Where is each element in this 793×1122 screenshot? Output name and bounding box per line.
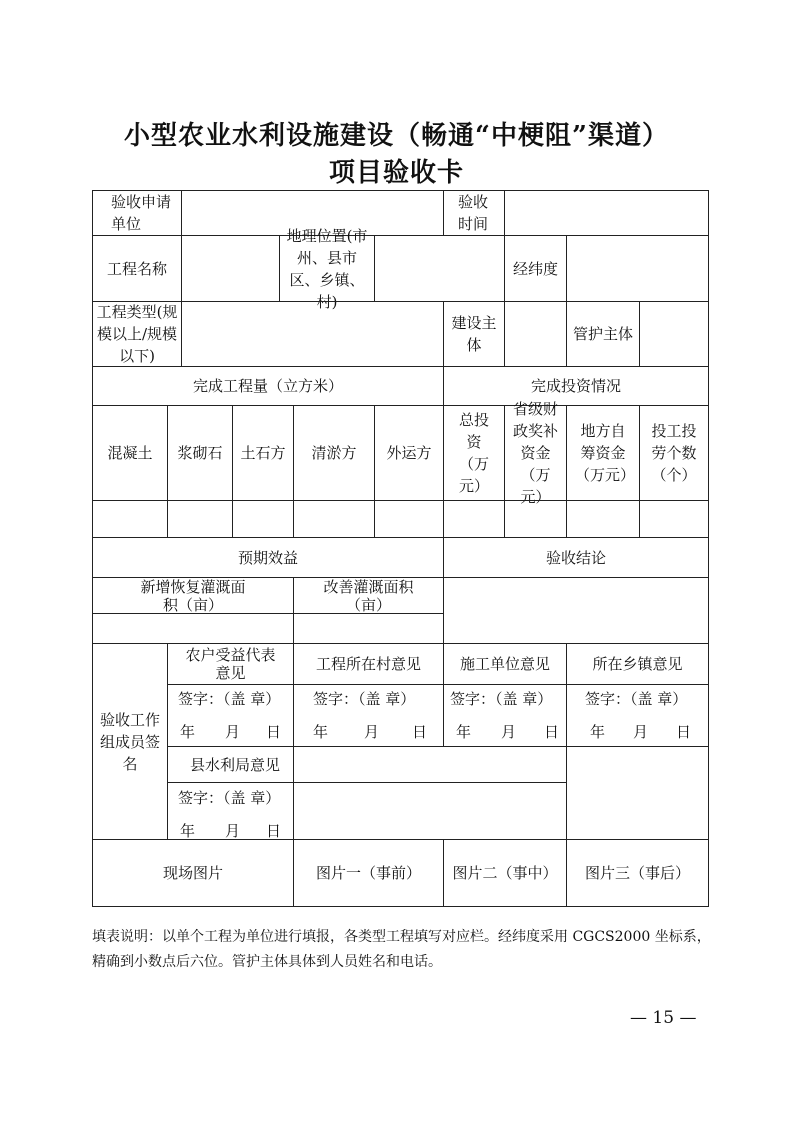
acceptance-conclusion-field[interactable] (443, 577, 709, 644)
label-members-sign: 验收工作组成员签名 (92, 643, 168, 840)
page-title: 小型农业水利设施建设（畅通“中梗阻”渠道） (124, 121, 669, 151)
month-label: 月 (225, 723, 241, 741)
label-maintainer: 管护主体 (566, 301, 640, 367)
label-lat-lng: 经纬度 (504, 235, 567, 302)
month-label: 月 (225, 822, 241, 840)
new-irrigation-field[interactable] (92, 613, 294, 644)
year-label: 年 (313, 723, 329, 741)
sign-label: 签字：（盖 章） (178, 690, 281, 708)
improved-irrigation-field[interactable] (293, 613, 444, 644)
day-label: 日 (412, 723, 428, 741)
month-label: 月 (633, 723, 649, 741)
year-label: 年 (180, 723, 196, 741)
day-label: 日 (266, 822, 282, 840)
label-labor-days: 投工投劳个数（个） (639, 405, 709, 501)
label-new-irrigation: 新增恢复灌溉面积（亩） (92, 577, 294, 614)
sign-label: 签字：（盖 章） (178, 789, 281, 807)
project-type-field[interactable] (181, 301, 444, 367)
label-contractor-opinion: 施工单位意见 (443, 643, 567, 685)
photo-before[interactable]: 图片一（事前） (293, 839, 444, 907)
builder-field[interactable] (504, 301, 567, 367)
label-project-type: 工程类型(规模以上/规模以下) (92, 301, 182, 367)
earthwork-field[interactable] (232, 500, 294, 538)
label-applicant: 验收申请单位 (92, 190, 182, 236)
label-local-funds: 地方自筹资金（万元） (566, 405, 640, 501)
label-masonry: 浆砌石 (167, 405, 233, 501)
transport-field[interactable] (374, 500, 444, 538)
label-farmer-rep: 农户受益代表意见 (167, 643, 294, 685)
dredging-field[interactable] (293, 500, 375, 538)
label-site-photos: 现场图片 (92, 839, 294, 907)
label-provincial-award: 省级财政奖补资金（万元） (504, 405, 567, 501)
label-county-bureau: 县水利局意见 (167, 746, 294, 783)
photo-during[interactable]: 图片二（事中） (443, 839, 567, 907)
label-earthwork: 土石方 (232, 405, 294, 501)
label-builder: 建设主体 (443, 301, 505, 367)
year-label: 年 (590, 723, 606, 741)
month-label: 月 (501, 723, 517, 741)
photo-after[interactable]: 图片三（事后） (566, 839, 709, 907)
month-label: 月 (364, 723, 380, 741)
labor-days-field[interactable] (639, 500, 709, 538)
page-subtitle: 项目验收卡 (328, 158, 464, 188)
label-improved-irrigation: 改善灌溉面积（亩） (293, 577, 444, 614)
label-dredging: 清淤方 (293, 405, 375, 501)
page-number: — 15 — (630, 1008, 697, 1028)
form-note: 填表说明：以单个工程为单位进行填报，各类型工程填写对应栏。经纬度采用 CGCS2000 坐标系，精确到小数点后六位。管护主体具体到人员姓名和电话。 (92, 929, 711, 970)
label-concrete: 混凝土 (92, 405, 168, 501)
county-bureau-opinion-field[interactable] (293, 782, 567, 840)
provincial-award-field[interactable] (504, 500, 567, 538)
label-expected-benefit: 预期效益 (92, 537, 444, 578)
label-total-investment: 总投资（万元） (443, 405, 505, 501)
maintainer-field[interactable] (639, 301, 709, 367)
label-completed-quantity: 完成工程量（立方米） (92, 366, 444, 406)
label-completed-investment: 完成投资情况 (443, 366, 709, 406)
year-label: 年 (456, 723, 472, 741)
label-location: 地理位置(市州、县市区、乡镇、村) (279, 235, 375, 302)
label-transport: 外运方 (374, 405, 444, 501)
county-bureau-side-blank (566, 746, 709, 840)
day-label: 日 (266, 723, 282, 741)
label-acceptance-time: 验收时间 (443, 190, 505, 236)
label-project-name: 工程名称 (92, 235, 182, 302)
sign-label: 签字：（盖 章） (585, 690, 688, 708)
acceptance-time-field[interactable] (504, 190, 709, 236)
total-investment-field[interactable] (443, 500, 505, 538)
label-township-opinion: 所在乡镇意见 (566, 643, 709, 685)
county-bureau-blank (293, 746, 567, 783)
local-funds-field[interactable] (566, 500, 640, 538)
label-acceptance-conclusion: 验收结论 (443, 537, 709, 578)
sign-label: 签字：（盖 章） (313, 690, 416, 708)
concrete-field[interactable] (92, 500, 168, 538)
year-label: 年 (180, 822, 196, 840)
label-village-opinion: 工程所在村意见 (293, 643, 444, 685)
lat-lng-field[interactable] (566, 235, 709, 302)
day-label: 日 (544, 723, 560, 741)
masonry-field[interactable] (167, 500, 233, 538)
day-label: 日 (676, 723, 692, 741)
sign-label: 签字：（盖 章） (450, 690, 553, 708)
location-field[interactable] (374, 235, 505, 302)
project-name-field[interactable] (181, 235, 280, 302)
